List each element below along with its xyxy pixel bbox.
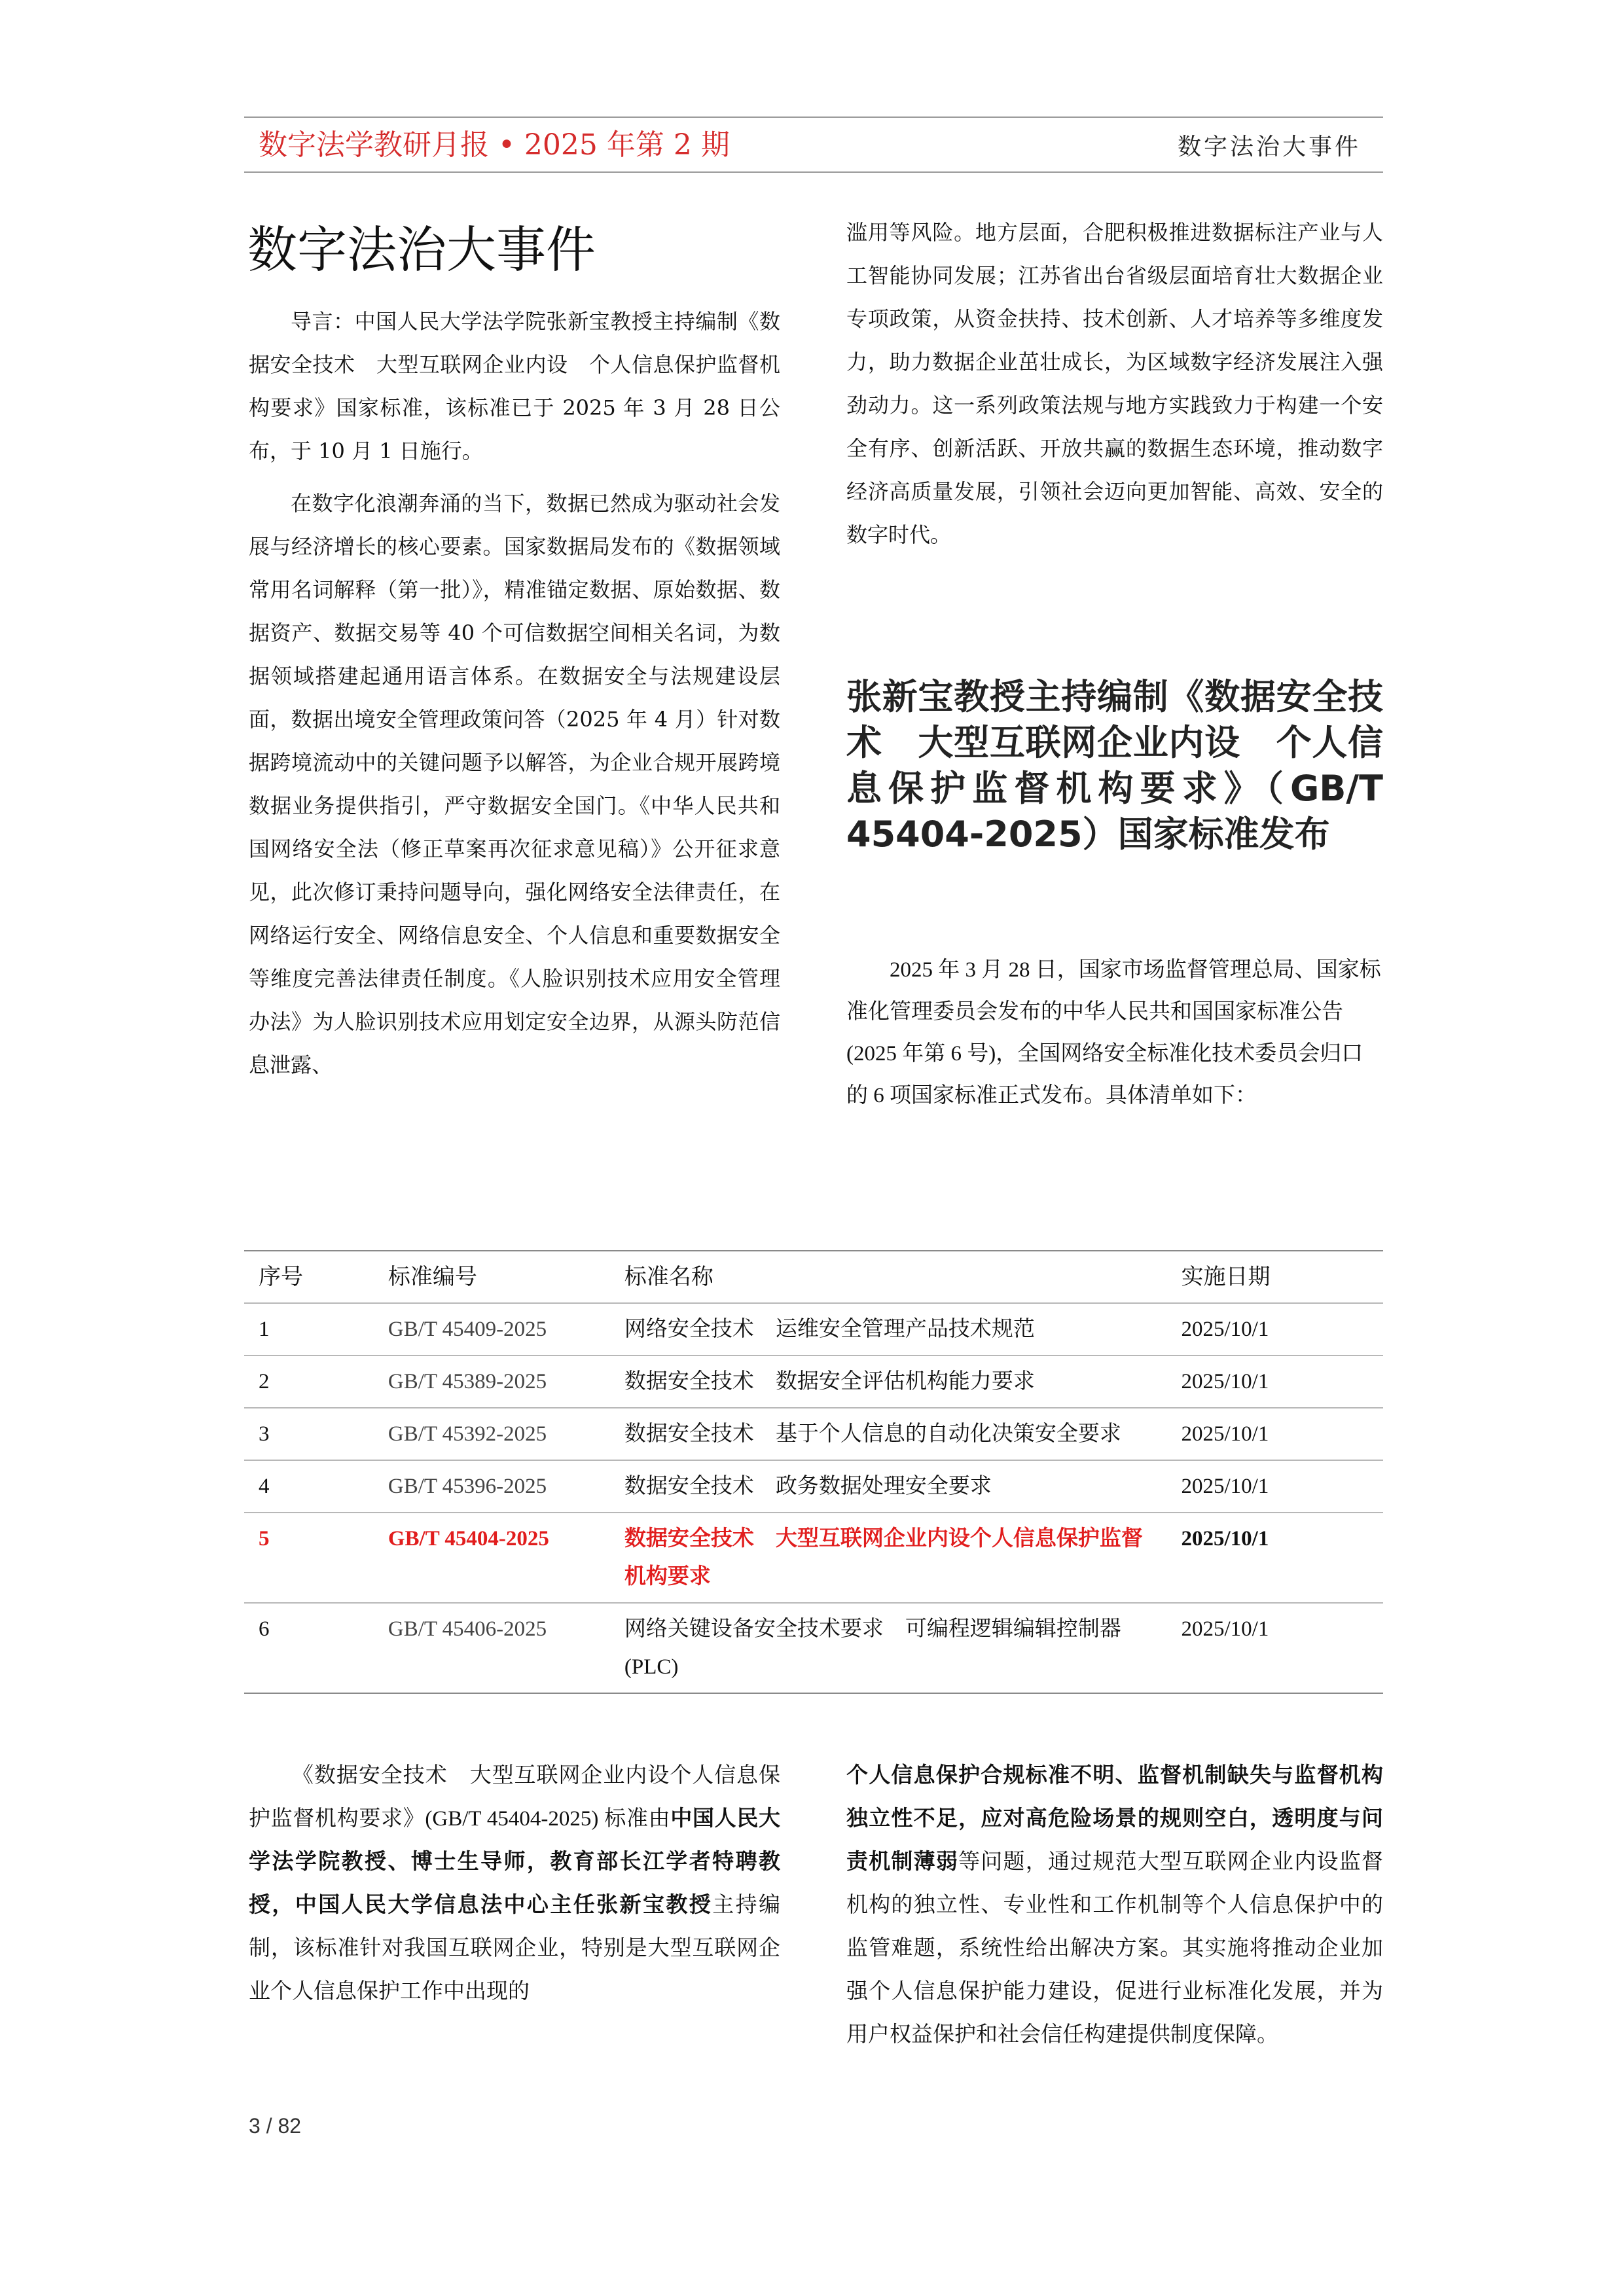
closing-bold-1: 中国人民大学法学院教授、博士生导师，教育部长江学者特聘教授，中国人民大学信息法中心主任张新宝教授 bbox=[249, 1807, 781, 1917]
cell-no: 1 bbox=[244, 1303, 374, 1355]
col-header-no: 序号 bbox=[244, 1251, 374, 1303]
cell-name: 数据安全技术 政务数据处理安全要求 bbox=[610, 1460, 1167, 1513]
closing-text-left bbox=[249, 1754, 780, 2013]
closing-bold-2: 个人信息保护合规标准不明、监督机制缺失与监督机构独立性不足，应对高危险场景的规则空白，透明度与问责机制薄弱 bbox=[846, 1764, 1383, 1874]
closing-text-right bbox=[846, 1754, 1383, 2056]
section-name: 数字法治大事件 bbox=[1177, 134, 1361, 160]
closing-text-3: 等问题，通过规范大型互联网企业内设监督机构的独立性、专业性和工作机制等个人信息保护中的监管难题，系统性给出解决方案。其实施将推动企业加强个人信息保护能力建设，促进行业标准化发展，并为用户权益保护和社会信任构建提供制度保障。 bbox=[846, 1850, 1384, 2047]
body-paragraph-continued: 滥用等风险。地方层面，合肥积极推进数据标注产业与人工智能协同发展；江苏省出台省级层面培育壮大数据企业专项政策，从资金扶持、技术创新、人才培养等多维度发力，助力数据企业茁壮成长，为区域数字经济发展注入强劲动力。这一系列政策法规与地方实践致力于构建一个安全有序、创新活跃、开放共赢的数据生态环境，推动数字经济高质量发展，引领社会迈向更加智能、高效、安全的数字时代。 bbox=[846, 220, 1383, 547]
table-row bbox=[244, 1603, 1383, 1693]
col-header-name: 标准名称 bbox=[610, 1251, 1167, 1303]
closing-paragraph-right bbox=[846, 1754, 1383, 2056]
table-row bbox=[244, 1460, 1383, 1513]
cell-code: GB/T 45389-2025 bbox=[374, 1355, 610, 1408]
cell-name: 数据安全技术 基于个人信息的自动化决策安全要求 bbox=[610, 1408, 1167, 1460]
standards-table bbox=[244, 1250, 1383, 1694]
section-intro-text: 2025 年 3 月 28 日，国家市场监督管理总局、国家标准化管理委员会发布的中华人民共和国国家标准公告(2025 年第 6 号)，全国网络安全标准化技术委员会归口的 6 项国家标准正式发布。具体清单如下： bbox=[846, 958, 1381, 1107]
header-top-rule bbox=[244, 117, 1383, 118]
closing-text-1: 《数据安全技术 大型互联网企业内设个人信息保护监督机构要求》(GB/T 45404-2025) 标准由 bbox=[249, 1764, 780, 1831]
col-header-date: 实施日期 bbox=[1167, 1251, 1383, 1303]
cell-name: 网络关键设备安全技术要求 可编程逻辑编辑控制器(PLC) bbox=[610, 1603, 1167, 1693]
closing-paragraph-left bbox=[249, 1754, 780, 2013]
section-title: 张新宝教授主持编制《数据安全技术 大型互联网企业内设 个人信息保护监督机构要求》（GB/T 45404-2025）国家标准发布 bbox=[846, 676, 1383, 855]
cell-name: 网络安全技术 运维安全管理产品技术规范 bbox=[610, 1303, 1167, 1355]
right-column bbox=[846, 211, 1383, 556]
table-row bbox=[244, 1355, 1383, 1408]
header-bottom-rule bbox=[244, 171, 1383, 173]
left-column bbox=[249, 300, 780, 1086]
cell-name: 数据安全技术 数据安全评估机构能力要求 bbox=[610, 1355, 1167, 1408]
cell-no: 3 bbox=[244, 1408, 374, 1460]
cell-date: 2025/10/1 bbox=[1167, 1460, 1383, 1513]
page-title: 数字法治大事件 bbox=[247, 221, 596, 279]
cell-no: 6 bbox=[244, 1603, 374, 1693]
body-paragraph: 在数字化浪潮奔涌的当下，数据已然成为驱动社会发展与经济增长的核心要素。国家数据局发布的《数据领域常用名词解释（第一批）》，精准锚定数据、原始数据、数据资产、数据交易等 40 个可信数据空间相关名词，为数据领域搭建起通用语言体系。在数据安全与法规建设层面，数据出境安全管理政策问答（2025 年 4 月）针对数据跨境流动中的关键问题予以解答，为企业合规开展跨境数据业务提供指引，严守数据安全国门。《中华人民共和国网络安全法（修正草案再次征求意见稿）》公开征求意见，此次修订秉持问题导向，强化网络安全法律责任，在网络运行安全、网络信息安全、个人信息和重要数据安全等维度完善法律责任制度。《人脸识别技术应用安全管理办法》为人脸识别技术应用划定安全边界，从源头防范信息泄露、 bbox=[249, 491, 780, 1077]
cell-no: 2 bbox=[244, 1355, 374, 1408]
cell-date: 2025/10/1 bbox=[1167, 1408, 1383, 1460]
section-intro bbox=[846, 949, 1383, 1117]
cell-code: GB/T 45396-2025 bbox=[374, 1460, 610, 1513]
table-header-row bbox=[244, 1251, 1383, 1303]
page-number: 3 / 82 bbox=[249, 2114, 302, 2138]
cell-date: 2025/10/1 bbox=[1167, 1303, 1383, 1355]
cell-no: 4 bbox=[244, 1460, 374, 1513]
cell-name: 数据安全技术 大型互联网企业内设个人信息保护监督机构要求 bbox=[610, 1513, 1167, 1603]
cell-no: 5 bbox=[244, 1513, 374, 1603]
intro-paragraph: 导言：中国人民大学法学院张新宝教授主持编制《数据安全技术 大型互联网企业内设 个人信息保护监督机构要求》国家标准，该标准已于 2025 年 3 月 28 日公布，于 10 月 1 日施行。 bbox=[249, 309, 780, 463]
cell-code: GB/T 45392-2025 bbox=[374, 1408, 610, 1460]
journal-name: 数字法学教研月报 • 2025 年第 2 期 bbox=[259, 128, 730, 162]
table-row bbox=[244, 1303, 1383, 1355]
cell-code: GB/T 45406-2025 bbox=[374, 1603, 610, 1693]
cell-code: GB/T 45409-2025 bbox=[374, 1303, 610, 1355]
cell-code: GB/T 45404-2025 bbox=[374, 1513, 610, 1603]
cell-date: 2025/10/1 bbox=[1167, 1513, 1383, 1603]
col-header-code: 标准编号 bbox=[374, 1251, 610, 1303]
table-row-highlighted bbox=[244, 1513, 1383, 1603]
table-row bbox=[244, 1408, 1383, 1460]
closing-text-2: 主持编制，该标准针对我国互联网企业，特别是大型互联网企业个人信息保护工作中出现的 bbox=[249, 1893, 781, 2003]
cell-date: 2025/10/1 bbox=[1167, 1603, 1383, 1693]
cell-date: 2025/10/1 bbox=[1167, 1355, 1383, 1408]
